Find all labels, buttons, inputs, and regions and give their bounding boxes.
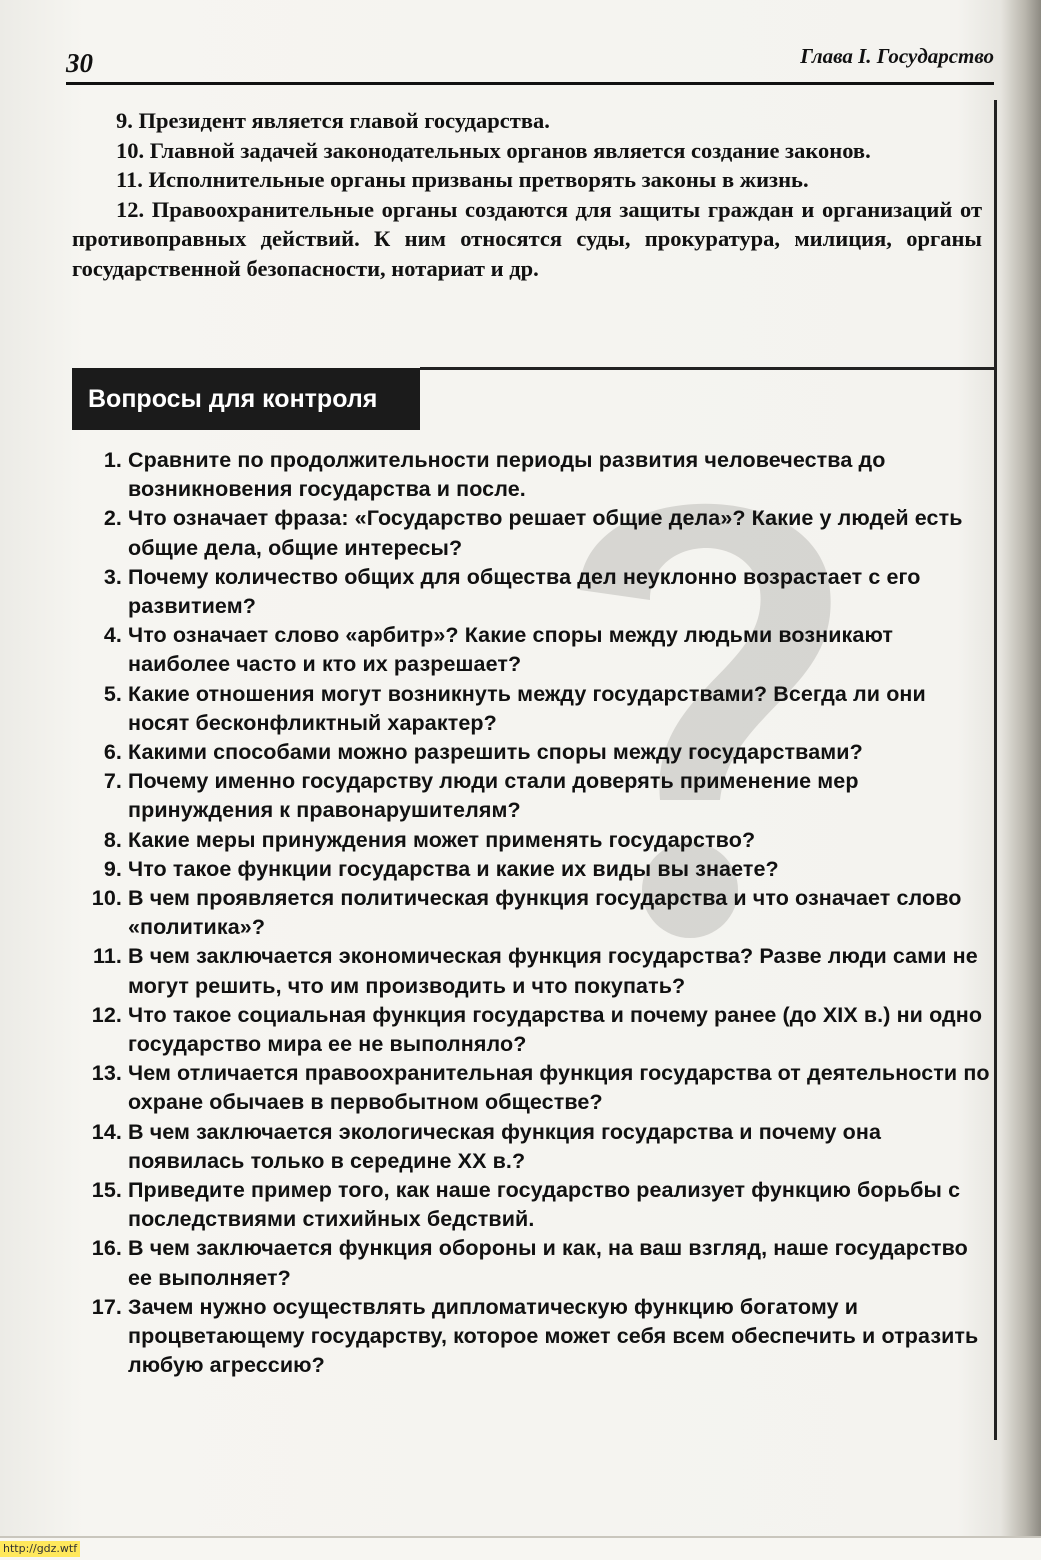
running-head: Глава I. Государство	[800, 44, 994, 68]
question-number: 12.	[91, 1002, 122, 1027]
list-item	[80, 1001, 990, 1059]
question-number: 9.	[103, 856, 122, 881]
question-number: 14.	[91, 1119, 122, 1144]
question-number: 2.	[103, 506, 122, 531]
intro-paragraph: 11. Исполнительные органы призваны претворять законы в жизнь.	[116, 167, 809, 192]
page-footer	[0, 1536, 1041, 1560]
question-number: 6.	[103, 740, 122, 765]
question-text: Что означает слово «арбитр»? Какие споры между людьми возникают наиболее часто и кто их разрешает?	[128, 623, 893, 677]
page-spine-shadow	[1001, 0, 1041, 1558]
intro-paragraph: 10. Главной задачей законодательных органов является создание законов.	[116, 137, 871, 163]
question-text: Зачем нужно осуществлять дипломатическую функцию богатому и процветающему государству, которое может себя всем обеспечить и отразить любую агрессию?	[128, 1294, 979, 1378]
question-text: Сравните по продолжительности периоды развития человечества до возникновения государства и после.	[128, 448, 886, 502]
question-number: 5.	[103, 681, 122, 706]
question-text: В чем заключается экологическая функция государства и почему она появилась только в середине XX в.?	[128, 1119, 882, 1173]
question-number: 15.	[91, 1178, 122, 1203]
question-number: 8.	[103, 827, 122, 852]
list-item	[80, 504, 990, 562]
list-item	[80, 855, 990, 884]
question-number: 4.	[103, 623, 122, 648]
source-link[interactable]: http://gdz.wtf	[0, 1541, 80, 1557]
question-number: 10.	[91, 886, 122, 911]
question-number: 16.	[91, 1236, 122, 1261]
page-header	[66, 40, 994, 85]
question-number: 17.	[91, 1294, 122, 1319]
question-text: В чем проявляется политическая функция государства и что означает слово «политика»?	[128, 886, 962, 940]
question-text: Какие меры принуждения может применять государство?	[128, 827, 756, 852]
question-number: 1.	[103, 448, 122, 472]
question-text: Что такое функции государства и какие их виды вы знаете?	[128, 856, 779, 881]
intro-paragraph: 9. Президент является главой государства.	[116, 108, 550, 133]
list-item	[80, 826, 990, 855]
section-title: Вопросы для контроля	[72, 368, 420, 430]
question-text: Почему количество общих для общества дел неуклонно возрастает с его развитием?	[128, 564, 921, 619]
list-item	[80, 1293, 990, 1381]
list-item	[80, 563, 990, 621]
list-item	[80, 942, 990, 1000]
question-number: 13.	[91, 1061, 122, 1086]
list-item	[80, 1118, 990, 1176]
vertical-rule	[994, 100, 997, 1440]
list-item	[80, 767, 990, 825]
question-text: В чем заключается функция обороны и как, на ваш взгляд, наше государство ее выполняет?	[128, 1236, 968, 1290]
section-rule	[420, 367, 994, 370]
list-item	[80, 738, 990, 767]
questions-list	[80, 446, 990, 1381]
question-text: Чем отличается правоохранительная функция государства от деятельности по охране обычаев в первобытном обществе?	[128, 1061, 990, 1115]
question-text: Какие отношения могут возникнуть между государствами? Всегда ли они носят бесконфликтный характер?	[128, 681, 926, 735]
page-number: 30	[66, 48, 93, 78]
question-text: В чем заключается экономическая функция государства? Разве люди сами не могут решить, что им производить и что покупать?	[128, 944, 978, 998]
list-item	[80, 1059, 990, 1117]
question-number: 3.	[103, 564, 122, 589]
question-number: 11.	[92, 944, 122, 969]
list-item	[80, 884, 990, 942]
intro-text	[72, 106, 982, 283]
question-number: 7.	[103, 769, 122, 794]
list-item	[80, 1234, 990, 1292]
intro-paragraph: 12. Правоохранительные органы создаются для защиты граждан и организаций от противоправных действий. К ним относятся суды, прокуратура, милиция, органы государственной безопасности, нотариат и др.	[72, 196, 982, 281]
list-item	[80, 621, 990, 679]
question-text: Что такое социальная функция государства и почему ранее (до XIX в.) ни одно государство мира ее не выполняло?	[128, 1002, 983, 1057]
list-item	[80, 1176, 990, 1234]
question-text: Приведите пример того, как наше государство реализует функцию борьбы с последствиями стихийных бедствий.	[128, 1178, 961, 1232]
list-item	[80, 446, 990, 504]
question-text: Почему именно государству люди стали доверять применение мер принуждения к правонарушителям?	[128, 769, 859, 823]
question-text: Какими способами можно разрешить споры между государствами?	[128, 740, 863, 765]
list-item	[80, 680, 990, 738]
question-text: Что означает фраза: «Государство решает общие дела»? Какие у людей есть общие дела, общие интересы?	[128, 506, 963, 560]
